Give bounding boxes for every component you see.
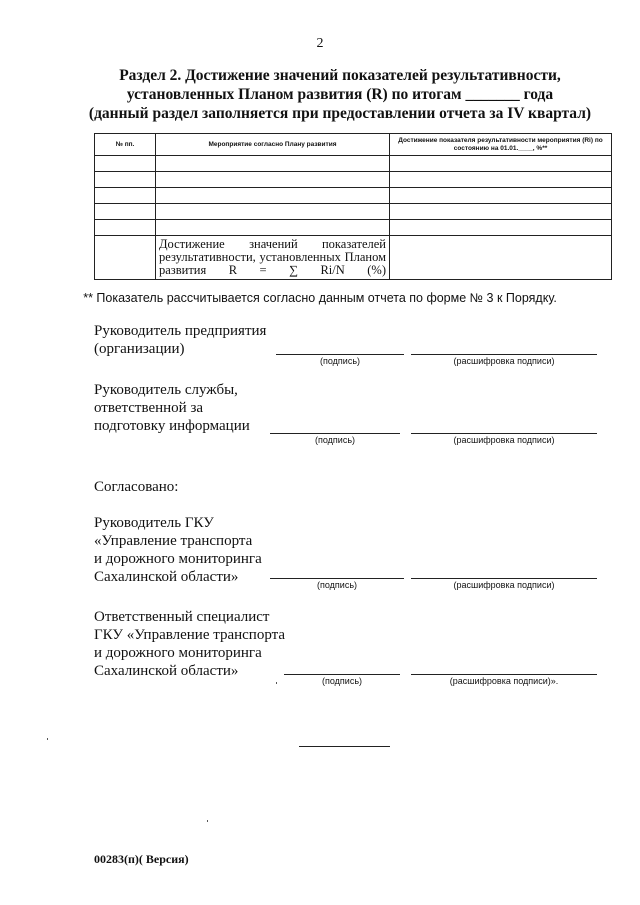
section-title-line-2: установленных Планом развития (R) по итогам _______ года (126, 86, 554, 103)
signature-caption-4: (подпись) (321, 676, 363, 686)
signature-line-2[interactable] (270, 433, 400, 434)
table-cell[interactable] (95, 156, 156, 172)
table-cell[interactable] (95, 220, 156, 236)
page-number: 2 (316, 36, 324, 51)
table-cell[interactable] (156, 172, 390, 188)
summary-text: Достижение значений показателей результативности, установленных Планом развития R = ∑ Ri/N (%) (156, 236, 390, 280)
table-row (95, 204, 612, 220)
table-cell (95, 236, 156, 280)
table-cell[interactable] (95, 172, 156, 188)
table-cell[interactable] (95, 204, 156, 220)
table-cell[interactable] (156, 204, 390, 220)
decode-line-4[interactable] (411, 674, 597, 675)
decode-line-3[interactable] (411, 578, 597, 579)
section-title (70, 66, 610, 123)
table-cell[interactable] (390, 188, 612, 204)
table-row (95, 188, 612, 204)
decode-line-1[interactable] (411, 354, 597, 355)
document-code: 00283(п)( Версия) (94, 852, 189, 866)
signature-line-1[interactable] (276, 354, 404, 355)
table-row (95, 220, 612, 236)
signature-caption-1: (подпись) (319, 356, 361, 366)
signatory-label-4: Ответственный специалист ГКУ «Управление транспорта и дорожного мониторинга Сахалинской области» (94, 609, 286, 679)
table-cell[interactable] (390, 156, 612, 172)
table-cell[interactable] (95, 188, 156, 204)
signatory-label-3: Руководитель ГКУ «Управление транспорта и дорожного мониторинга Сахалинской области» (94, 515, 262, 585)
signature-line-3[interactable] (270, 578, 404, 579)
signature-caption-3: (подпись) (316, 580, 358, 590)
scan-speck (276, 682, 277, 684)
section-title-line-3: (данный раздел заполняется при предоставлении отчета за IV квартал) (88, 105, 592, 122)
footnote: ** Показатель рассчитывается согласно данным отчета по форме № 3 к Порядку. (83, 291, 557, 305)
decode-caption-2: (расшифровка подписи) (453, 435, 555, 445)
scan-speck (207, 820, 208, 822)
header-achievement: Достижение показателя результативности мероприятия (Ri) по состоянию на 01.01.____, %** (390, 134, 612, 156)
header-activity: Мероприятие согласно Плану развития (156, 134, 390, 156)
table-cell[interactable] (156, 220, 390, 236)
signatory-label-1: Руководитель предприятия (организации) (94, 323, 267, 357)
results-table (94, 133, 612, 280)
decode-caption-3: (расшифровка подписи) (453, 580, 555, 590)
table-header-row (95, 134, 612, 156)
agreed-label: Согласовано: (94, 479, 179, 495)
section-divider (299, 746, 390, 747)
signatory-label-2: Руководитель службы, ответственной за подготовку информации (94, 382, 250, 434)
decode-line-2[interactable] (411, 433, 597, 434)
table-cell[interactable] (156, 188, 390, 204)
table-row (95, 172, 612, 188)
decode-caption-4: (расшифровка подписи)». (449, 676, 559, 686)
header-number: № пп. (95, 134, 156, 156)
signature-line-4[interactable] (284, 674, 400, 675)
summary-value-cell[interactable] (390, 236, 612, 280)
decode-caption-1: (расшифровка подписи) (453, 356, 555, 366)
table-row (95, 156, 612, 172)
table-cell[interactable] (390, 204, 612, 220)
table-cell[interactable] (156, 156, 390, 172)
table-cell[interactable] (390, 172, 612, 188)
table-summary-row (95, 236, 612, 280)
section-title-line-1: Раздел 2. Достижение значений показателей результативности, (119, 67, 561, 84)
signature-caption-2: (подпись) (314, 435, 356, 445)
table-cell[interactable] (390, 220, 612, 236)
scan-speck (47, 738, 48, 740)
